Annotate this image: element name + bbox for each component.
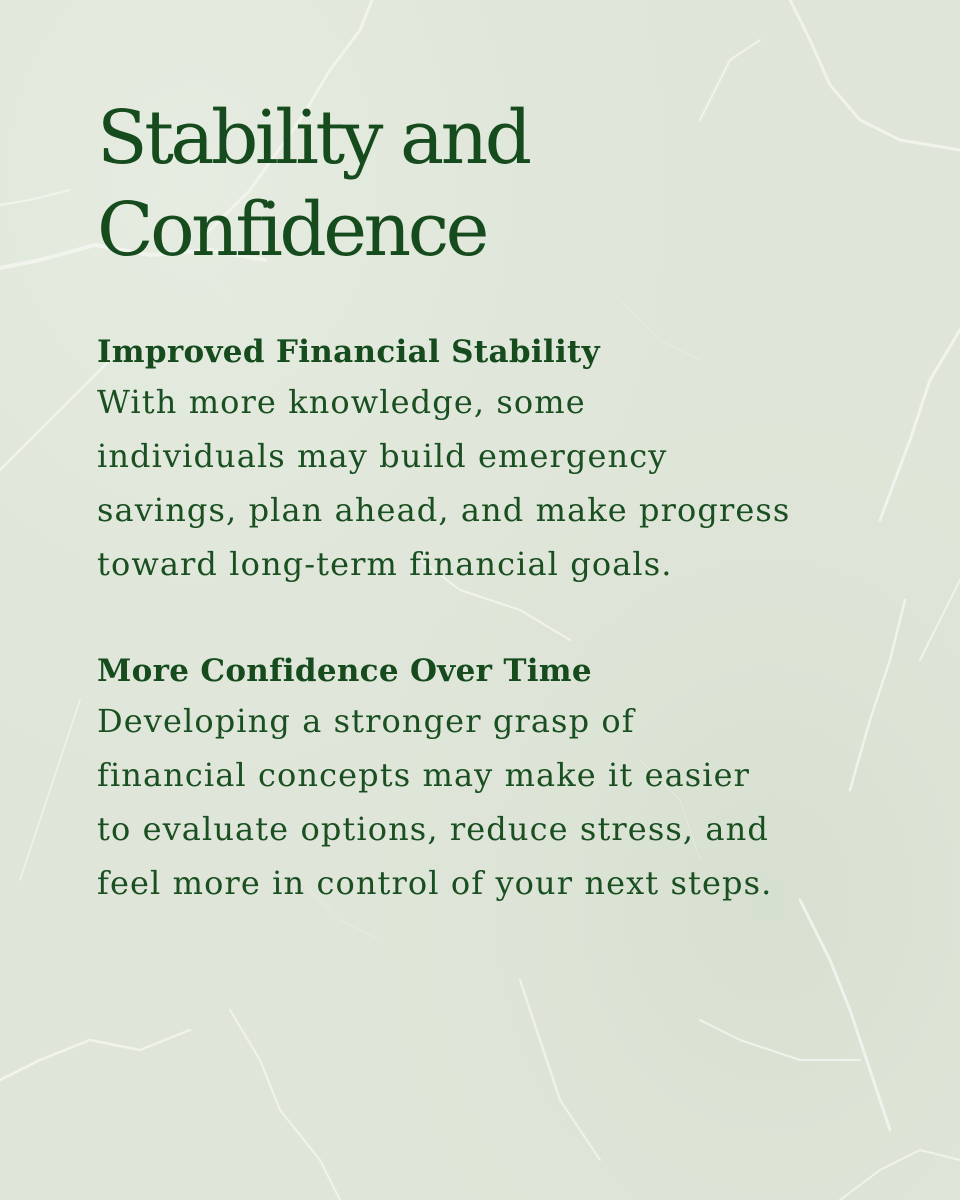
section-body-line: feel more in control of your next steps. bbox=[97, 864, 773, 902]
section-heading: More Confidence Over Time bbox=[97, 653, 592, 689]
section-improved-financial-stability bbox=[97, 329, 897, 591]
section-body-line: Developing a stronger grasp of bbox=[97, 702, 635, 740]
page-title bbox=[97, 92, 877, 276]
section-body-line: With more knowledge, some bbox=[97, 383, 586, 421]
section-heading: Improved Financial Stability bbox=[97, 334, 600, 370]
title-line-2: Confidence bbox=[97, 187, 486, 273]
section-body-line: to evaluate options, reduce stress, and bbox=[97, 810, 769, 848]
section-more-confidence-over-time bbox=[97, 648, 897, 910]
section-body-line: toward long-term financial goals. bbox=[97, 545, 673, 583]
section-body-line: savings, plan ahead, and make progress bbox=[97, 491, 791, 529]
section-body-line: individuals may build emergency bbox=[97, 437, 668, 475]
title-line-1: Stability and bbox=[97, 95, 529, 181]
section-body-line: financial concepts may make it easier bbox=[97, 756, 751, 794]
